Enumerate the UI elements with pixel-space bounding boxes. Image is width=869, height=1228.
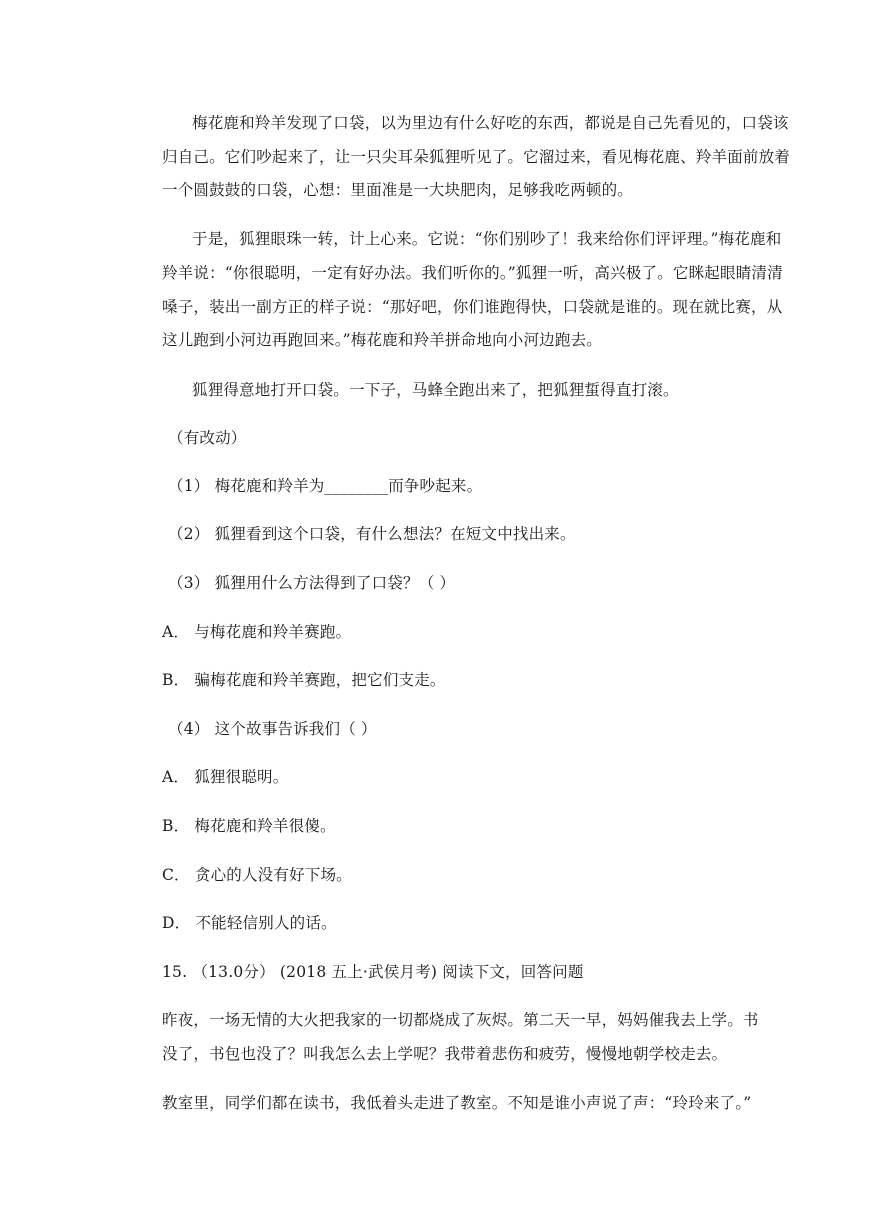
question-4-option-d: D． 不能轻信别人的话。 [162, 914, 337, 932]
question-4-option-c: C． 贪心的人没有好下场。 [162, 866, 352, 884]
passage-para1-line3: 一个圆鼓鼓的口袋，心想：里面准是一大块肥肉，足够我吃两顿的。 [162, 181, 634, 199]
passage-para3: 狐狸得意地打开口袋。一下子，马蜂全跑出来了，把狐狸蜇得直打滚。 [192, 381, 679, 399]
question-3-option-b: B． 骗梅花鹿和羚羊赛跑，把它们支走。 [162, 671, 446, 689]
question-15-para1-line2: 没了，书包也没了？叫我怎么去上学呢？我带着悲伤和疲劳，慢慢地朝学校走去。 [162, 1045, 728, 1063]
passage-para2-line2: 羚羊说：“你很聪明，一定有好办法。我们听你的。”狐狸一听，高兴极了。它眯起眼睛清清 [162, 264, 783, 282]
question-3: （3） 狐狸用什么方法得到了口袋？（ ） [168, 574, 456, 592]
passage-para1-line1: 梅花鹿和羚羊发现了口袋，以为里边有什么好吃的东西，都说是自己先看见的，口袋该 [192, 114, 789, 132]
question-4-option-b: B． 梅花鹿和羚羊很傻。 [162, 817, 336, 835]
passage-para2-line1: 于是，狐狸眼珠一转，计上心来。它说：“你们别吵了！我来给你们评评理。”梅花鹿和 [192, 230, 782, 248]
passage-para1-line2: 归自己。它们吵起来了，让一只尖耳朵狐狸听见了。它溜过来，看见梅花鹿、羚羊面前放着 [162, 148, 791, 166]
passage-para2-line3: 嗓子，装出一副方正的样子说：“那好吧，你们谁跑得快，口袋就是谁的。现在就比赛，从 [162, 298, 783, 316]
question-15-para2: 教室里，同学们都在读书，我低着头走进了教室。不知是谁小声说了声：“玲玲来了。” [162, 1094, 752, 1112]
question-1: （1） 梅花鹿和羚羊为________而争吵起来。 [168, 477, 483, 495]
question-4: （4） 这个故事告诉我们（ ） [168, 720, 377, 738]
question-4-option-a: A． 狐狸很聪明。 [162, 768, 289, 786]
passage-para2-line4: 这儿跑到小河边再跑回来。”梅花鹿和羚羊拼命地向小河边跑去。 [162, 331, 602, 349]
question-15-header: 15. （13.0分） (2018 五上·武侯月考) 阅读下文，回答问题 [162, 963, 584, 981]
question-15-para1-line1: 昨夜，一场无情的大火把我家的一切都烧成了灰烬。第二天一早，妈妈催我去上学。书 [162, 1011, 759, 1029]
question-3-option-a: A． 与梅花鹿和羚羊赛跑。 [162, 623, 352, 641]
passage-note: （有改动） [168, 429, 247, 447]
question-2: （2） 狐狸看到这个口袋，有什么想法？在短文中找出来。 [168, 525, 576, 543]
